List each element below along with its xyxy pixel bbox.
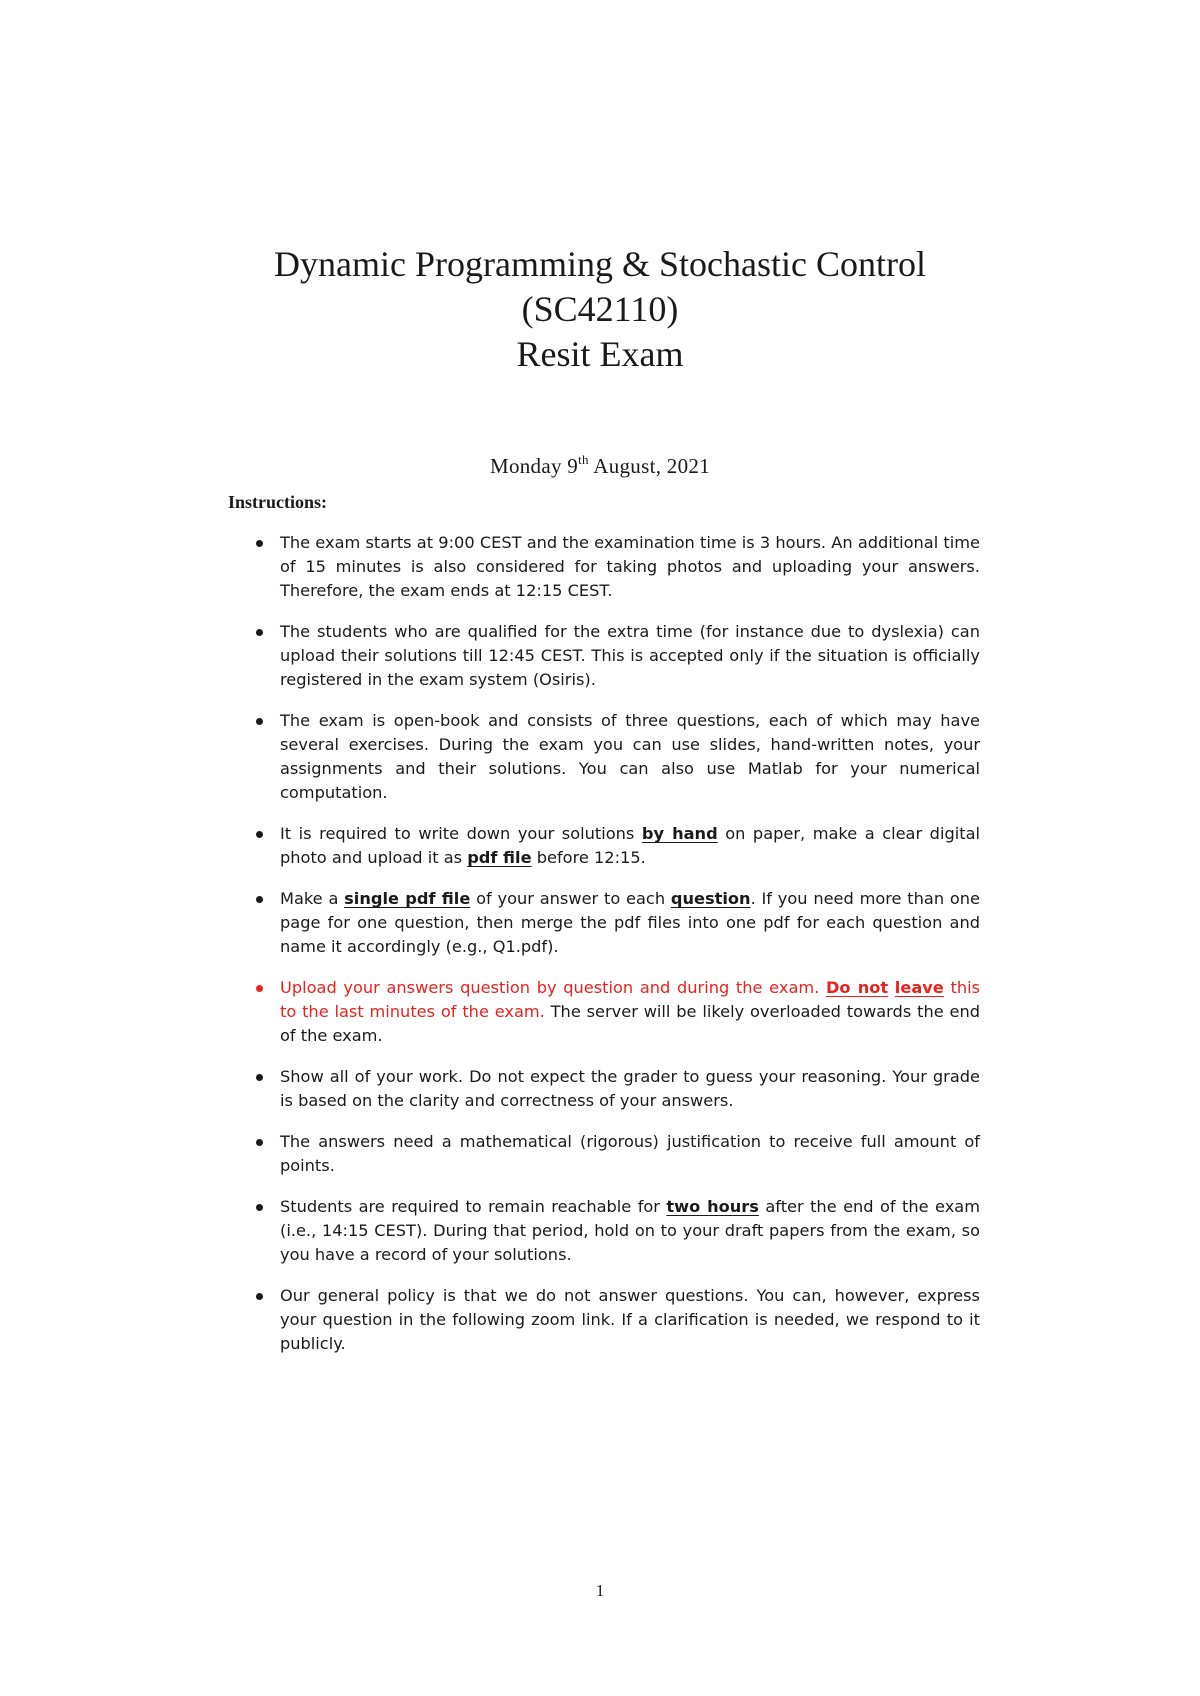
instruction-text: Make a: [280, 889, 345, 908]
document-title: [0, 242, 1200, 377]
instruction-text: The students who are qualified for the extra time (for instance due to dyslexia) can upload their solutions till 12:45 CEST. This is accepted only if the situation is officially registered in the exam system (Osiris).: [280, 622, 980, 689]
instruction-text: after the end of the exam (i.e., 14:15 CEST). During that period, hold on to your draft papers from the exam, so you have a record of your solutions.: [280, 1197, 980, 1264]
instruction-item-questions-policy: [252, 1284, 980, 1356]
warning-text: Upload your answers question by question and during the exam.: [280, 978, 826, 997]
warning-text: this to the last minutes of the exam.: [280, 978, 981, 1021]
instruction-text: before 12:15.: [531, 848, 646, 867]
emphasis-do-not: Do not: [825, 978, 889, 997]
emphasis-pdf-file: pdf file: [467, 848, 532, 867]
instructions-list: [252, 531, 980, 1373]
emphasis-leave: leave: [894, 978, 944, 997]
instruction-text: The exam is open-book and consists of three questions, each of which may have several exercises. During the exam you can use slides, hand-written notes, your assignments and their solutions. You can also use Matlab for your numerical computation.: [280, 711, 980, 802]
date-ordinal-suffix: th: [578, 452, 589, 467]
instruction-item-show-work: [252, 1065, 980, 1113]
instruction-item-upload-warning: [252, 976, 980, 1048]
instruction-text: The exam starts at 9:00 CEST and the examination time is 3 hours. An additional time of 15 minutes is also considered for taking photos and uploading your answers. Therefore, the exam ends at 12:15 CEST.: [280, 533, 980, 600]
instruction-item-open-book: [252, 709, 980, 805]
instruction-item-extra-time: [252, 620, 980, 692]
instruction-item-write-by-hand: [252, 822, 980, 870]
instruction-text: on paper, make a clear digital photo and upload it as: [280, 824, 980, 867]
instruction-text: Show all of your work. Do not expect the grader to guess your reasoning. Your grade is based on the clarity and correctness of your answers.: [280, 1067, 980, 1110]
instruction-text: . If you need more than one page for one question, then merge the pdf files into one pdf for each question and name it accordingly (e.g., Q1.pdf).: [280, 889, 981, 956]
instruction-item-exam-time: [252, 531, 980, 603]
instruction-text: The server will be likely overloaded towards the end of the exam.: [280, 1002, 980, 1045]
emphasis-question: question: [670, 889, 751, 908]
instruction-text: of your answer to each: [470, 889, 671, 908]
instruction-text: Our general policy is that we do not answer questions. You can, however, express your question in the following zoom link. If a clarification is needed, we respond to it publicly.: [280, 1286, 980, 1353]
emphasis-single-pdf-file: single pdf file: [344, 889, 471, 908]
instruction-item-reachable: [252, 1195, 980, 1267]
instruction-text: Students are required to remain reachable for: [280, 1197, 667, 1216]
instruction-item-single-pdf: [252, 887, 980, 959]
date-weekday-day: Monday 9: [489, 454, 579, 478]
emphasis-two-hours: two hours: [666, 1197, 759, 1216]
date-month-year: August, 2021: [588, 454, 711, 478]
instructions-heading: Instructions:: [228, 492, 328, 512]
warning-space: [888, 978, 895, 997]
emphasis-by-hand: by hand: [641, 824, 718, 843]
instruction-item-justification: [252, 1130, 980, 1178]
title-exam-type: Resit Exam: [516, 334, 684, 374]
instruction-text: The answers need a mathematical (rigorous) justification to receive full amount of points.: [280, 1132, 980, 1175]
instruction-text: It is required to write down your solutions: [280, 824, 642, 843]
exam-date: [0, 454, 1200, 479]
page-number: 1: [595, 1581, 605, 1600]
title-course-code: (SC42110): [521, 289, 679, 329]
title-course-name: Dynamic Programming & Stochastic Control: [274, 244, 926, 284]
